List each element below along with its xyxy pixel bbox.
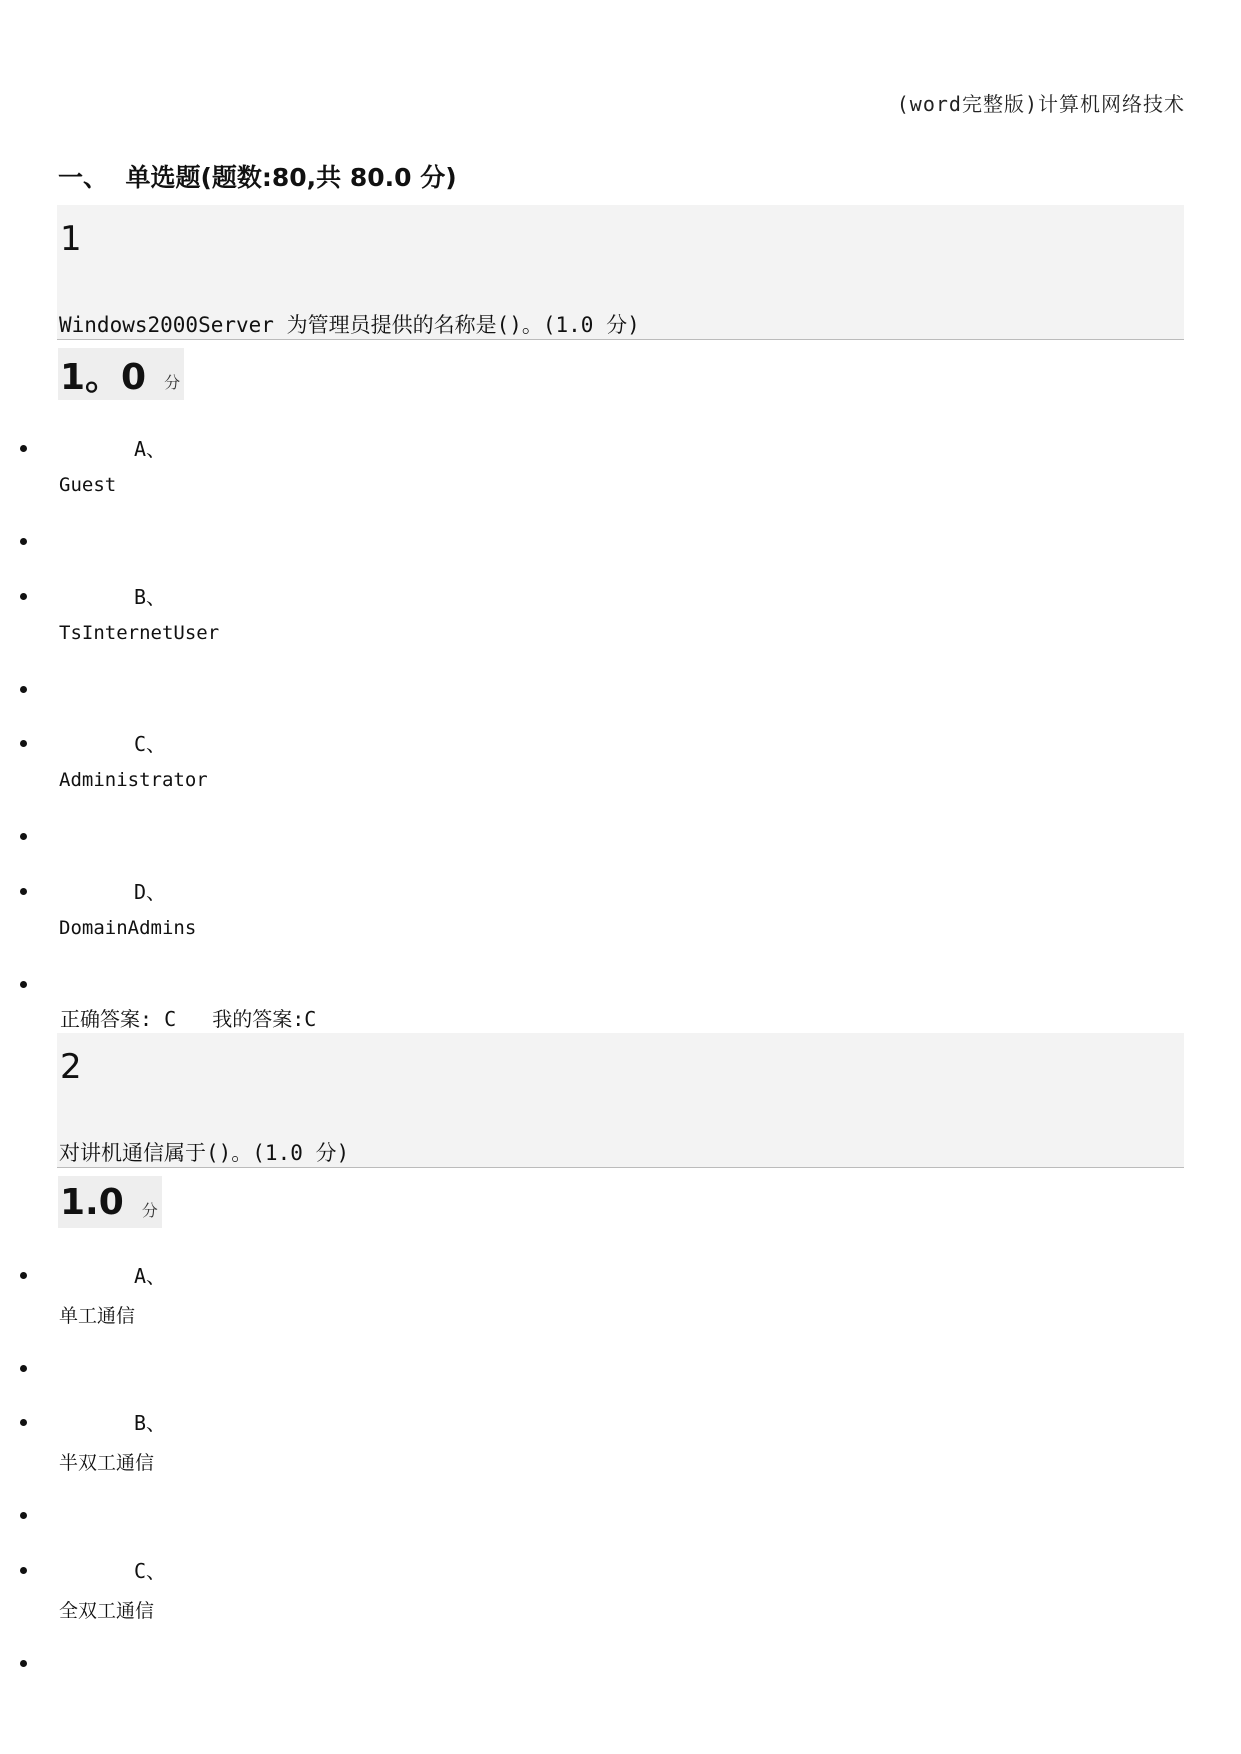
list-bullet [20,740,27,747]
option-letter: B、 [134,585,167,609]
option-letter: A、 [134,1264,167,1288]
question-number: 2 [60,1047,82,1087]
option-letter: D、 [134,880,167,904]
score-unit: 分 [164,372,181,392]
question-score [58,1176,162,1228]
question-text: Windows2000Server 为管理员提供的名称是()。(1.0 分) [59,313,640,337]
section-number: 一、 [58,163,109,192]
document-header: (word完整版)计算机网络技术 [896,92,1185,116]
list-bullet [20,1512,27,1519]
option-text[interactable]: 全双工通信 [59,1600,155,1622]
score-value: 1.0 [60,1181,124,1223]
list-bullet [20,445,27,452]
option-text[interactable]: 半双工通信 [59,1452,155,1474]
option-letter: C、 [134,732,167,756]
list-bullet [20,833,27,840]
option-text[interactable]: Administrator [59,769,208,791]
option-letter: C、 [134,1559,167,1583]
question-number: 1 [60,219,82,259]
list-bullet [20,1365,27,1372]
list-bullet [20,888,27,895]
question-text-band [57,1113,1184,1168]
section-title: 单选题(题数:80,共 80.0 分) [125,163,457,192]
section-heading [58,158,457,194]
list-bullet [20,981,27,988]
option-text[interactable]: TsInternetUser [59,622,220,644]
list-bullet [20,538,27,545]
list-bullet [20,686,27,693]
score-value: 1。0 [60,356,147,398]
option-letter: B、 [134,1411,167,1435]
list-bullet [20,1567,27,1574]
option-text[interactable]: DomainAdmins [59,917,197,939]
list-bullet [20,593,27,600]
option-text[interactable]: 单工通信 [59,1305,136,1327]
list-bullet [20,1272,27,1279]
question-text: 对讲机通信属于()。(1.0 分) [59,1141,350,1165]
list-bullet [20,1419,27,1426]
question-number-band [57,205,1184,286]
answer-line: 正确答案: C 我的答案:C [60,1007,317,1031]
score-unit: 分 [141,1200,158,1220]
question-text-band [57,285,1184,340]
list-bullet [20,1660,27,1667]
option-text[interactable]: Guest [59,474,117,496]
question-number-band [57,1033,1184,1114]
option-letter: A、 [134,437,167,461]
question-score [58,348,184,400]
